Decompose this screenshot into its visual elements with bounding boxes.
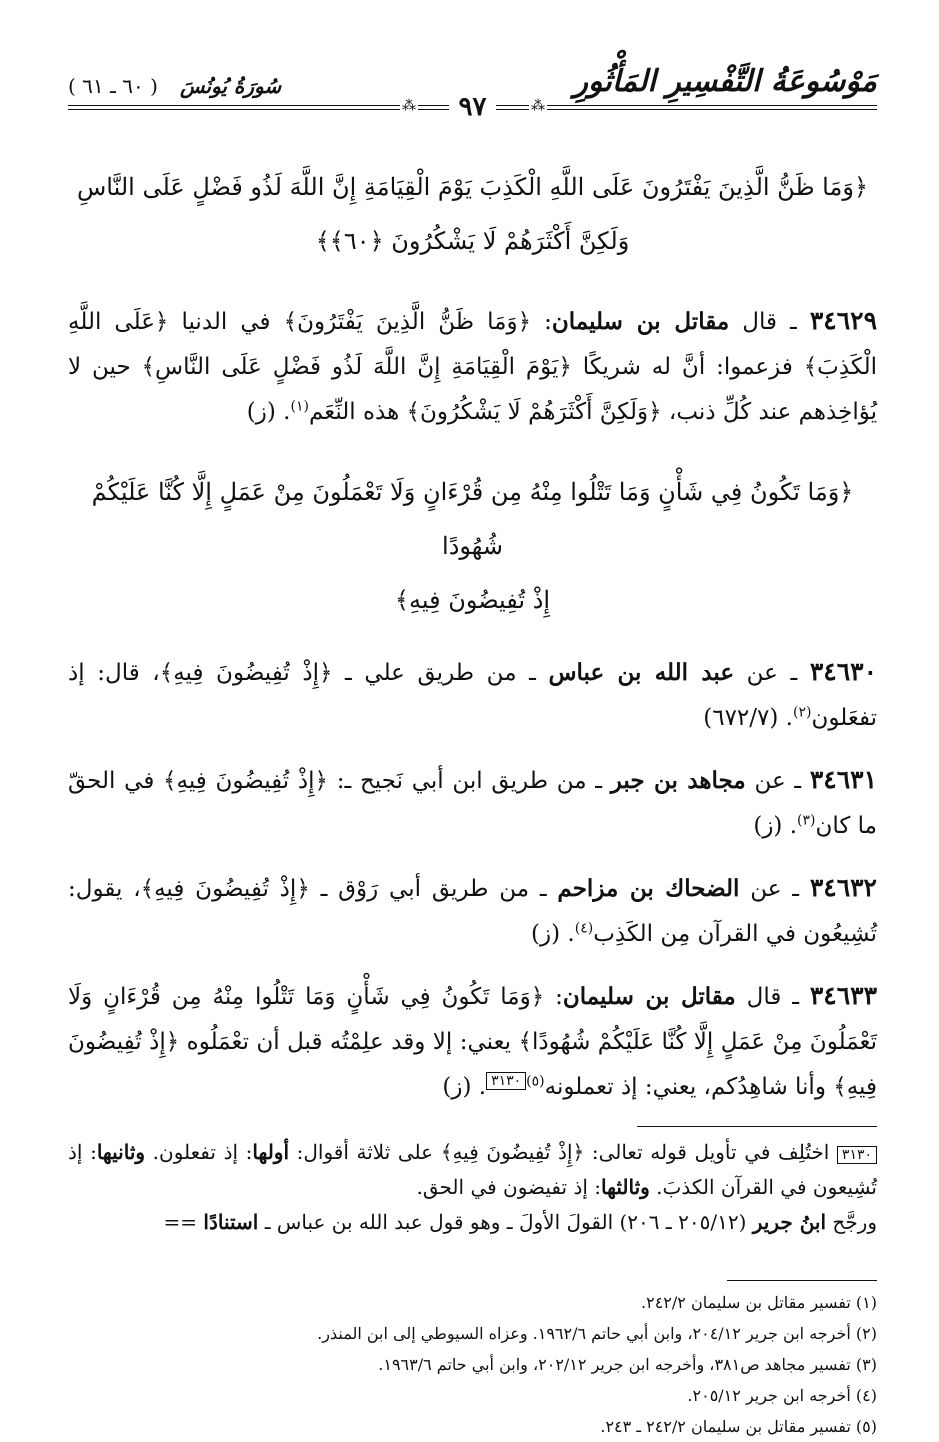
note-scholar: ابنُ جرير: [752, 1210, 827, 1234]
entry-number: ٣٤٦٣٣: [809, 981, 877, 1010]
narrator-name: مقاتل بن سليمان: [562, 983, 736, 1010]
note-text: : إذ تُشِيعون في القرآن الكذبَ.: [68, 1140, 877, 1199]
verse-range: ( ٦٠ ـ ٦١ ): [68, 74, 158, 98]
narrator-name: الضحاك بن مزاحم: [557, 875, 740, 902]
note-text: : إذ تفعلون.: [145, 1140, 253, 1164]
entry-lead: ـ قال: [729, 309, 810, 335]
footnote-ref[interactable]: (٣): [797, 812, 816, 829]
entry-number: ٣٤٦٣١: [809, 765, 877, 794]
page-number: ٩٧: [449, 92, 497, 122]
footnote: (٣) تفسير مجاهد ص٣٨١، وأخرجه ابن جرير ٢٠٢/١٢، وابن أبي حاتم ١٩٦٣/٦.: [378, 1355, 877, 1374]
commentary-note: [68, 1135, 877, 1240]
entry-tail: . (ز): [246, 399, 291, 425]
surah-title: سُورَةُ يُونُسَ: [180, 74, 282, 98]
verse-line: ﴿وَمَا ظَنُّ الَّذِينَ يَفْتَرُونَ عَلَى اللَّهِ الْكَذِبَ يَوْمَ الْقِيَامَةِ إِنَّ اللَّهَ لَذُو فَضْلٍ عَلَى النَّاسِ: [76, 173, 868, 201]
narrator-name: مجاهد بن جبر: [610, 767, 746, 794]
footnote-ref[interactable]: (٤): [574, 920, 594, 937]
entry-text: ـ من طريق أبي رَوْق ـ ﴿إِذْ تُفِيضُونَ فِيهِ﴾، يقول: تُشِيعُون في القرآن مِن الكَذِب: [68, 876, 877, 947]
commentary-ref-box[interactable]: ٣١٣٠: [486, 1072, 526, 1090]
entry-lead: ـ عن: [734, 660, 810, 686]
commentary-divider: [637, 1126, 877, 1127]
footnote: (٤) أخرجه ابن جرير ٢٠٥/١٢.: [687, 1386, 877, 1405]
note-isnad: استنادًا: [203, 1210, 259, 1234]
entry-text: : ﴿وَمَا ظَنُّ الَّذِينَ يَفْتَرُونَ﴾ في الدنيا ﴿عَلَى اللَّهِ الْكَذِبَ﴾ فزعموا: أنَّ له شريكًا ﴿يَوْمَ الْقِيَامَةِ إِنَّ اللَّهَ لَذُو فَضْلٍ عَلَى النَّاسِ﴾ حين لا يُؤاخِذهم عند كُلِّ ذنب، ﴿وَلَكِنَّ أَكْثَرَهُمْ لَا يَشْكُرُونَ﴾ هذه النِّعَم: [68, 309, 877, 425]
note-label-second: وثانيها: [96, 1140, 146, 1164]
entry-number: ٣٤٦٣٠: [809, 657, 877, 686]
note-label-first: أولها: [252, 1140, 290, 1164]
entry-34632: [68, 865, 877, 957]
verse-line: ﴿وَمَا تَكُونُ فِي شَأْنٍ وَمَا تَتْلُوا مِنْهُ مِن قُرْءَانٍ وَلَا تَعْمَلُونَ مِنْ عَمَلٍ إِلَّا كُنَّا عَلَيْكُمْ شُهُودًا: [91, 478, 854, 560]
book-title: مَوْسُوعَةُ التَّفْسِيرِ المَأْثُورِ: [573, 64, 877, 99]
footnote: (٢) أخرجه ابن جرير ٢٠٤/١٢، وابن أبي حاتم ١٩٦٢/٦. وعزاه السيوطي إلى ابن المنذر.: [317, 1324, 877, 1343]
verse-line: إِذْ تُفِيضُونَ فِيهِ﴾: [394, 586, 551, 614]
verse-line: وَلَكِنَّ أَكْثَرَهُمْ لَا يَشْكُرُونَ ﴿٦٠﴾﴾: [315, 227, 630, 255]
commentary-paragraph: [68, 1135, 877, 1205]
commentary-number-box: ٣١٣٠: [837, 1146, 877, 1164]
note-label-third: وثالثها: [601, 1175, 650, 1199]
ornament-right-icon: ⁂: [531, 98, 545, 114]
entry-text: ـ من طريق علي ـ ﴿إِذْ تُفِيضُونَ فِيهِ﴾، قال: إذ تفعَلون: [68, 660, 877, 731]
note-text: ورجَّح: [826, 1210, 877, 1234]
entry-34631: [68, 757, 877, 849]
footnote-ref[interactable]: (٢): [793, 704, 812, 721]
narrator-name: مقاتل بن سليمان: [551, 308, 730, 335]
entry-tail: . (٦٧٢/٧): [703, 705, 793, 731]
footnote: (٥) تفسير مقاتل بن سليمان ٢٤٢/٢ ـ ٢٤٣.: [600, 1417, 877, 1436]
entry-lead: ـ عن: [745, 768, 810, 794]
footnote-separator: [727, 1280, 877, 1281]
entry-tail: . (ز): [531, 921, 575, 947]
commentary-paragraph: [68, 1205, 877, 1240]
entry-tail: . (ز): [753, 813, 798, 839]
ornament-left-icon: ⁂: [402, 98, 416, 114]
entry-text: : ﴿وَمَا تَكُونُ فِي شَأْنٍ وَمَا تَتْلُوا مِنْهُ مِن قُرْءَانٍ وَلَا تَعْمَلُونَ مِنْ عَمَلٍ إِلَّا كُنَّا عَلَيْكُمْ شُهُودًا﴾ يعني: إلا وقد علِمْتُه قبل أن تعْمَلُوه ﴿إِذْ تُفِيضُونَ فِيهِ﴾ وأنا شاهِدُكم، يعني: إذ تعملونه: [68, 984, 877, 1100]
entry-34630: [68, 649, 877, 741]
note-text: اختُلِف في تأويل قوله تعالى: ﴿إِذْ تُفِيضُونَ فِيهِ﴾ على ثلاثة أقوال:: [289, 1140, 837, 1164]
entry-lead: ـ قال: [735, 984, 810, 1010]
page-header: [68, 62, 877, 122]
note-continuation: ==: [163, 1210, 204, 1234]
entry-text: ـ من طريق ابن أبي نَجيح ـ: ﴿إِذْ تُفِيضُونَ فِيهِ﴾ في الحقّ ما كان: [68, 768, 877, 839]
footnote-ref[interactable]: (١): [290, 398, 309, 415]
entry-number: ٣٤٦٣٢: [809, 873, 877, 902]
footnote-ref[interactable]: (٥): [526, 1073, 545, 1090]
verse-61: [68, 465, 877, 627]
entry-34633: [68, 973, 877, 1110]
entry-34629: [68, 298, 877, 435]
verse-60: [68, 160, 877, 268]
narrator-name: عبد الله بن عباس: [548, 659, 735, 686]
note-text: (٢٠٥/١٢ ـ ٢٠٦) القولَ الأولَ ـ وهو قول عبد الله بن عباس ـ: [258, 1210, 753, 1234]
footnote: (١) تفسير مقاتل بن سليمان ٢٤٢/٢.: [641, 1293, 877, 1312]
footnotes: [68, 1287, 877, 1442]
entry-tail: . (ز): [442, 1074, 487, 1100]
entry-lead: ـ عن: [739, 876, 810, 902]
entry-number: ٣٤٦٢٩: [809, 306, 877, 335]
note-text: : إذ تفيضون في الحق.: [416, 1175, 602, 1199]
